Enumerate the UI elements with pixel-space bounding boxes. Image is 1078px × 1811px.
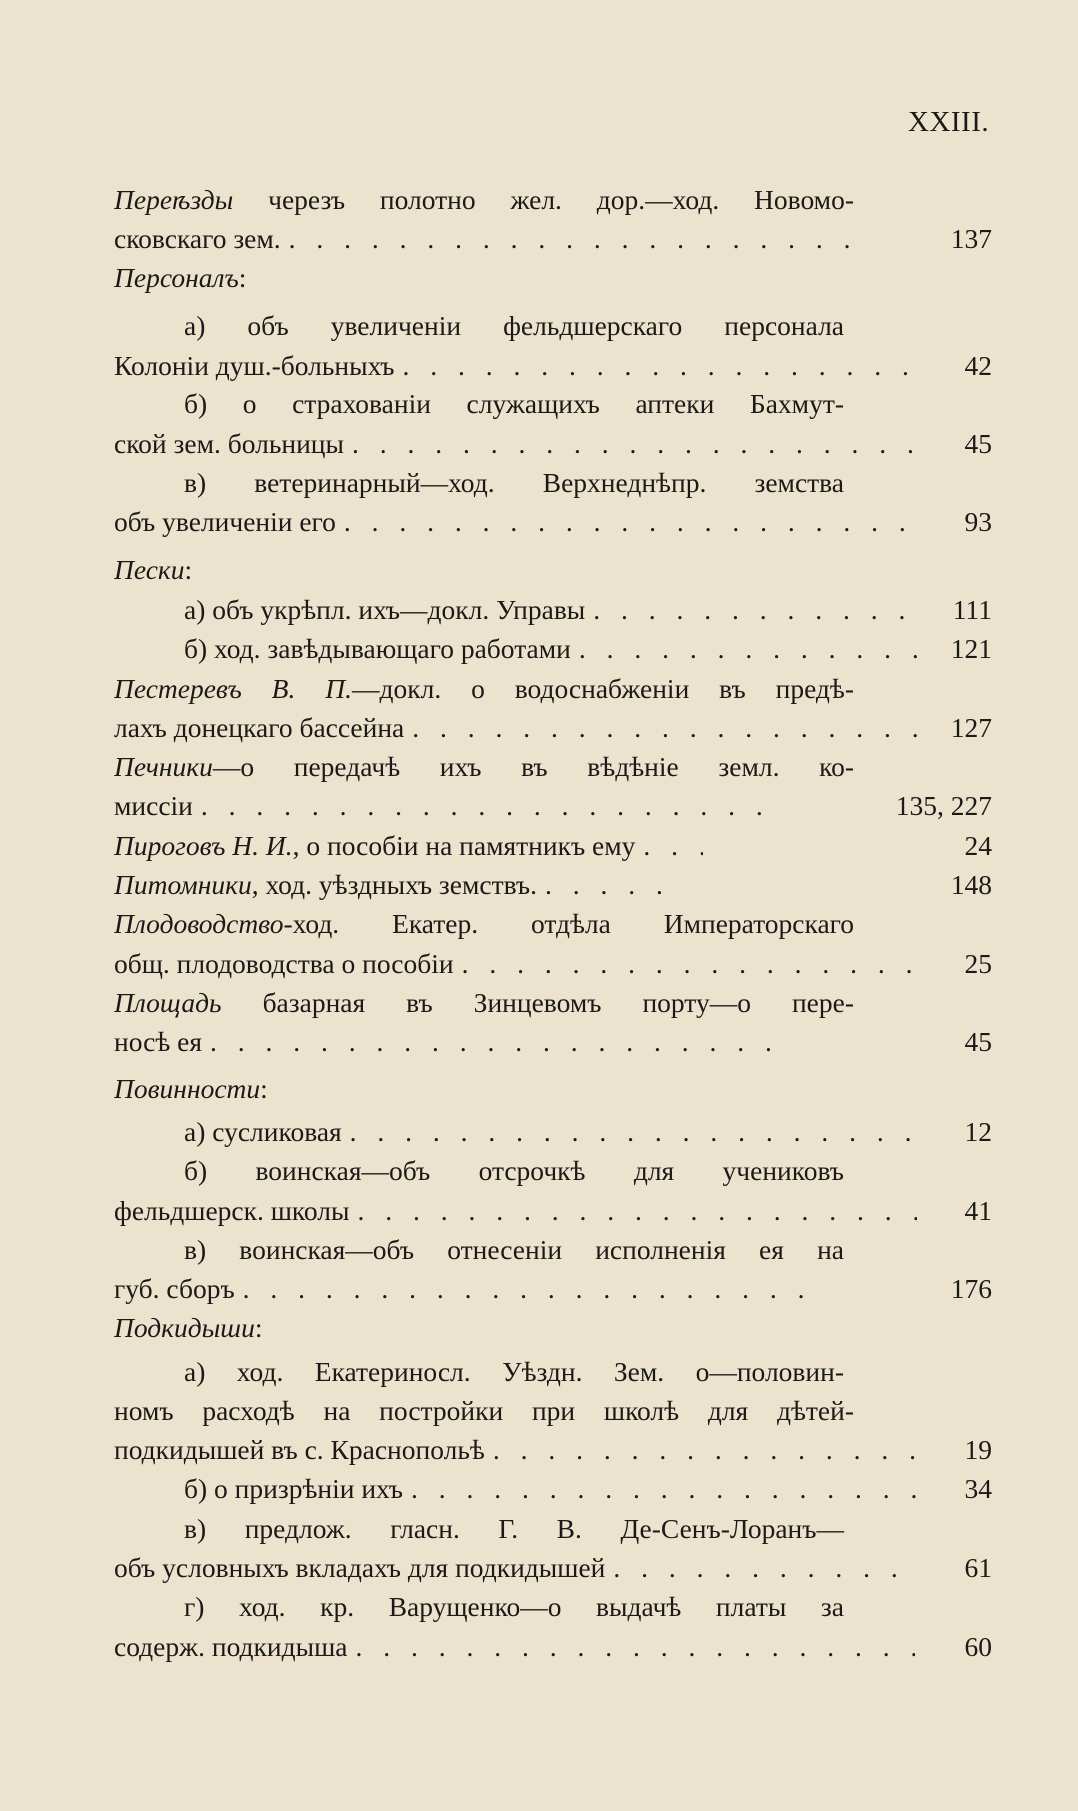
- index-line: [114, 1269, 992, 1309]
- page-ref: 41: [964, 1195, 992, 1226]
- index-line: [114, 180, 992, 220]
- index-text: , ход. уѣздныхъ земствъ.: [251, 869, 538, 900]
- index-text: :: [238, 262, 247, 293]
- index-heading: [114, 550, 992, 590]
- index-line: [114, 786, 992, 826]
- index-text: объ условныхъ вкладахъ для подкидышей: [114, 1552, 606, 1583]
- index-line: [114, 708, 992, 748]
- page-ref: 60: [964, 1631, 992, 1662]
- index-text: —докл. о водоснабженіи въ предѣ-: [352, 673, 854, 704]
- index-line: [114, 424, 992, 464]
- index-text: номъ расходѣ на постройки при школѣ для дѣтей-: [114, 1395, 854, 1426]
- index-text: б) о призрѣніи ихъ: [184, 1473, 403, 1504]
- page-ref: 45: [964, 428, 992, 459]
- index-text: в) предлож. гласн. Г. В. Де-Сенъ-Лоранъ—: [184, 1513, 844, 1544]
- index-line: [184, 384, 992, 424]
- index-line: [184, 1230, 992, 1270]
- index-heading: [114, 1308, 992, 1348]
- page-ref: 121: [950, 633, 992, 664]
- index-text: Пески: [114, 554, 185, 585]
- index-text: Питомники: [114, 869, 252, 900]
- index-line: [114, 502, 992, 542]
- page-ref: 45: [964, 1026, 992, 1057]
- index-text: б) воинская—объ отсрочкѣ для учениковъ: [184, 1155, 844, 1186]
- index-text: [114, 669, 854, 709]
- index-line: [114, 346, 992, 386]
- page-ref: 12: [964, 1116, 992, 1147]
- index-text: подкидышей въ с. Краснопольѣ: [114, 1434, 485, 1465]
- dot-leader: [579, 629, 918, 669]
- index-text: лахъ донецкаго бассейна: [114, 712, 405, 743]
- page-ref: 127: [950, 712, 992, 743]
- index-text: губ. сборъ: [114, 1273, 235, 1304]
- index-text: Подкидыши: [114, 1312, 255, 1343]
- dot-leader: [357, 1191, 917, 1231]
- index-line: [184, 1587, 992, 1627]
- page-number: XXIII.: [908, 106, 990, 138]
- index-text: -ход. Екатер. отдѣла Императорскаго: [283, 908, 854, 939]
- index-text: :: [260, 1073, 268, 1104]
- dot-leader: [593, 590, 918, 630]
- page-ref: 24: [964, 830, 992, 861]
- index-text: фельдшерск. школы: [114, 1195, 350, 1226]
- index-heading: [114, 258, 992, 298]
- page-ref: 34: [964, 1473, 992, 1504]
- index-line: [184, 590, 992, 630]
- page-ref: 93: [964, 506, 992, 537]
- index-text: —о передачѣ ихъ въ вѣдѣніе земл. ко-: [212, 751, 854, 782]
- dot-leader: [493, 1430, 918, 1470]
- dot-leader: [344, 502, 904, 542]
- dot-leader: [643, 826, 703, 866]
- index-text: а) ход. Екатериносл. Уѣздн. Зем. о—половин-: [184, 1356, 844, 1387]
- page-ref: 135, 227: [895, 790, 992, 821]
- dot-leader: [462, 944, 918, 984]
- index-text: Пироговъ Н. И.: [114, 830, 293, 861]
- index-text: носѣ ея: [114, 1026, 203, 1057]
- index-text: черезъ полотно жел. дор.—ход. Новомо-: [233, 184, 854, 215]
- index-line: [114, 944, 992, 984]
- dot-leader: [613, 1548, 918, 1588]
- index-text: [114, 180, 854, 220]
- index-line: [184, 306, 992, 346]
- index-line: [184, 629, 992, 669]
- index-text: а) объ увеличеніи фельдшерскаго персонала: [184, 310, 844, 341]
- index-line: [184, 1509, 992, 1549]
- index-text: [114, 747, 854, 787]
- index-line: [114, 904, 992, 944]
- index-line: [114, 747, 992, 787]
- index-line: [114, 1430, 992, 1470]
- dot-leader: [243, 1269, 803, 1309]
- index-text: Печники: [114, 751, 213, 782]
- dot-leader: [201, 786, 761, 826]
- index-line: [184, 1151, 992, 1191]
- index-text: г) ход. кр. Варущенко—о выдачѣ платы за: [184, 1591, 844, 1622]
- index-text: б) ход. завѣдывающаго работами: [184, 633, 571, 664]
- index-text: Плодоводство: [114, 908, 284, 939]
- index-line: [114, 219, 992, 259]
- dot-leader: [403, 346, 919, 386]
- index-text: общ. плодоводства о пособіи: [114, 948, 454, 979]
- index-heading: [114, 1069, 992, 1109]
- index-text: содерж. подкидыша: [114, 1631, 348, 1662]
- index-text: Переѣзды: [114, 184, 234, 215]
- page-ref: 148: [950, 869, 992, 900]
- index-text: ской зем. больницы: [114, 428, 345, 459]
- index-text: объ увеличеніи его: [114, 506, 336, 537]
- index-line: [184, 1469, 992, 1509]
- page-ref: 25: [964, 948, 992, 979]
- index-text: Пестеревъ В. П.: [114, 673, 352, 704]
- index-text: Повинности: [114, 1073, 261, 1104]
- dot-leader: [545, 865, 665, 905]
- index-text: сковскаго зем.: [114, 223, 281, 254]
- index-line: [114, 1548, 992, 1588]
- page-ref: 61: [964, 1552, 992, 1583]
- index-text: :: [254, 1312, 263, 1343]
- dot-leader: [289, 219, 849, 259]
- index-line: [114, 1391, 992, 1431]
- dot-leader: [411, 1469, 918, 1509]
- index-line: [114, 669, 992, 709]
- index-text: [114, 826, 635, 866]
- index-text: [114, 983, 854, 1023]
- index-text: Колоніи душ.-больныхъ: [114, 350, 395, 381]
- page-ref: 111: [952, 594, 992, 625]
- index-line: [114, 983, 992, 1023]
- index-text: в) воинская—объ отнесеніи исполненія ея на: [184, 1234, 844, 1265]
- dot-leader: [412, 708, 918, 748]
- index-text: [114, 865, 537, 905]
- index-text: б) о страхованіи служащихъ аптеки Бахмут-: [184, 388, 844, 419]
- index-line: [184, 1352, 992, 1392]
- index-text: [114, 904, 854, 944]
- dot-leader: [350, 1112, 910, 1152]
- index-text: Персоналъ: [114, 262, 239, 293]
- index-text: базарная въ Зинцевомъ порту—о пере-: [221, 987, 854, 1018]
- page-ref: 19: [964, 1434, 992, 1465]
- index-line: [184, 1112, 992, 1152]
- index-text: миссіи: [114, 790, 193, 821]
- index-text: :: [184, 554, 193, 585]
- dot-leader: [210, 1022, 770, 1062]
- index-line: [114, 1022, 992, 1062]
- page-ref: 42: [964, 350, 992, 381]
- index-line: [114, 826, 992, 866]
- page-ref: 176: [950, 1273, 992, 1304]
- index-line: [114, 1191, 992, 1231]
- dot-leader: [355, 1627, 915, 1667]
- index-line: [184, 463, 992, 503]
- index-line: [114, 865, 992, 905]
- index-text: а) сусликовая: [184, 1116, 342, 1147]
- index-line: [114, 1627, 992, 1667]
- index-text: а) объ укрѣпл. ихъ—докл. Управы: [184, 594, 586, 625]
- dot-leader: [352, 424, 912, 464]
- index-text: Площадь: [114, 987, 222, 1018]
- page-ref: 137: [950, 223, 992, 254]
- index-text: , о пособіи на памятникъ ему: [292, 830, 636, 861]
- index-text: в) ветеринарный—ход. Верхнеднѣпр. земства: [184, 467, 844, 498]
